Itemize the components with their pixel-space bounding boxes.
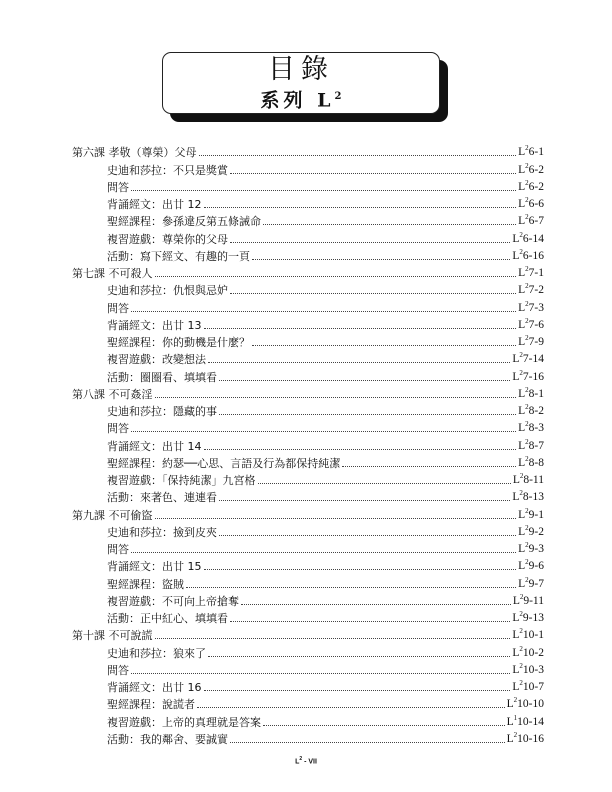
toc-page-number: 9-2 xyxy=(528,525,544,538)
toc-page-ref xyxy=(518,211,544,228)
toc-entry-label: 聖經課程：參孫違反第五條誡命 xyxy=(107,215,261,229)
toc-entry-label: 史迪和莎拉：仇恨與忌妒 xyxy=(107,284,228,298)
toc-page-ref xyxy=(518,539,544,556)
toc-entry-label: 聖經課程：你的動機是什麼？ xyxy=(107,336,250,349)
toc-page-superscript: 2 xyxy=(525,144,529,153)
toc-dot-leader xyxy=(131,673,510,674)
toc-dot-leader xyxy=(204,207,517,208)
toc-subentry xyxy=(72,591,544,608)
toc-page-superscript: 2 xyxy=(525,506,529,515)
toc-dot-leader xyxy=(131,431,516,432)
toc-page-superscript: 2 xyxy=(525,265,529,274)
toc-dot-leader xyxy=(208,362,510,363)
toc-entry-label: 聖經課程：盜賊 xyxy=(107,577,184,591)
toc-page-number: 7-3 xyxy=(528,301,544,314)
page-footer xyxy=(0,756,612,765)
toc-page-ref xyxy=(518,574,544,591)
toc-page-prefix: L xyxy=(512,663,520,676)
toc-page-superscript: 2 xyxy=(525,541,529,550)
toc-entry-label: 複習遊戲：尊榮你的父母 xyxy=(107,232,228,246)
toc-dot-leader xyxy=(155,518,517,519)
toc-page-ref xyxy=(507,694,544,711)
toc-dot-leader xyxy=(186,587,516,588)
toc-page-ref xyxy=(512,625,544,642)
toc-dot-leader xyxy=(204,328,517,329)
toc-page-prefix: L xyxy=(518,267,526,279)
toc-page-prefix: L xyxy=(518,525,526,538)
toc-page-superscript: 2 xyxy=(519,627,523,636)
toc-page-prefix: L xyxy=(518,301,526,314)
toc-subentry xyxy=(72,435,544,452)
toc-subentry xyxy=(72,642,544,659)
toc-subentry xyxy=(72,487,544,504)
toc-page-prefix: L xyxy=(506,715,514,728)
series-label: 系列 L xyxy=(260,89,335,112)
toc-entry-label: 問答 xyxy=(107,422,129,436)
toc-subentry xyxy=(72,228,544,245)
toc-subentry xyxy=(72,349,544,366)
toc-page-prefix: L xyxy=(518,439,526,452)
toc-entry-label: 背誦經文：出廿 16 xyxy=(107,681,202,694)
toc-page-number: 7-16 xyxy=(522,370,544,383)
toc-page-number: 6-6 xyxy=(528,198,544,210)
toc-subentry xyxy=(72,297,544,314)
toc-page-ref xyxy=(512,677,544,694)
toc-page-ref xyxy=(512,608,544,625)
toc-page-ref xyxy=(518,298,544,315)
toc-page-prefix: L xyxy=(518,543,526,555)
toc-dot-leader xyxy=(219,414,516,415)
toc-subentry xyxy=(72,573,544,590)
toc-page-prefix: L xyxy=(518,405,526,417)
toc-entry-label: 活動：正中紅心、填填看 xyxy=(107,612,228,625)
table-of-contents xyxy=(72,142,544,746)
toc-dot-leader xyxy=(263,725,505,726)
toc-page-superscript: 2 xyxy=(525,437,529,446)
toc-entry-label: 活動：我的鄰舍、要誠實 xyxy=(107,732,228,746)
toc-entry-label: 史迪和莎拉：撿到皮夾 xyxy=(107,525,217,539)
toc-subentry xyxy=(72,711,544,728)
toc-page-number: 6-7 xyxy=(528,215,544,228)
toc-dot-leader xyxy=(131,311,516,312)
footer-superscript: 2 xyxy=(299,756,303,762)
toc-entry-label: 聖經課程：約瑟──心思、言語及行為都保持純潔 xyxy=(107,456,341,470)
toc-dot-leader xyxy=(230,621,510,622)
toc-entry-label: 活動：寫下經文、有趣的一頁 xyxy=(107,249,250,263)
toc-subentry xyxy=(72,660,544,677)
toc-entry-label: 第九課 不可偷盜 xyxy=(72,508,153,522)
toc-page-number: 9-7 xyxy=(528,577,544,590)
toc-page-superscript: 1 xyxy=(513,713,518,722)
toc-lesson-entry xyxy=(72,263,544,280)
toc-subentry xyxy=(72,246,544,263)
toc-page-prefix: L xyxy=(518,198,526,210)
toc-page-superscript: 2 xyxy=(519,368,523,377)
toc-page-number: 9-6 xyxy=(528,560,544,573)
toc-entry-label: 複習遊戲：「保持純潔」九宮格 xyxy=(107,474,256,487)
toc-subentry xyxy=(72,401,544,418)
toc-subentry xyxy=(72,470,544,487)
toc-page-superscript: 2 xyxy=(525,316,529,325)
toc-page-ref xyxy=(518,556,544,573)
toc-page-prefix: L xyxy=(512,612,520,624)
toc-page-superscript: 2 xyxy=(525,403,529,412)
toc-page-superscript: 2 xyxy=(525,196,529,205)
series-superscript: 2 xyxy=(334,91,342,102)
toc-dot-leader xyxy=(263,224,516,225)
toc-dot-leader xyxy=(155,276,517,277)
toc-page-number: 7-9 xyxy=(528,336,544,348)
toc-page-prefix: L xyxy=(518,560,526,573)
toc-page-superscript: 2 xyxy=(519,230,523,239)
toc-page-ref xyxy=(518,177,544,194)
toc-subentry xyxy=(72,315,544,332)
toc-page-number: 10-2 xyxy=(522,646,544,659)
toc-entry-label: 背誦經文：出廿 15 xyxy=(107,560,202,574)
toc-page-number: 10-1 xyxy=(522,629,544,642)
toc-page-superscript: 2 xyxy=(525,454,529,463)
toc-dot-leader xyxy=(204,690,511,691)
toc-page-ref xyxy=(518,453,544,470)
toc-page-superscript: 2 xyxy=(519,489,523,498)
toc-page-ref xyxy=(518,160,544,177)
toc-subentry xyxy=(72,453,544,470)
toc-dot-leader xyxy=(230,293,516,294)
toc-page-ref xyxy=(518,194,544,211)
toc-page-prefix: L xyxy=(518,456,526,469)
toc-page-superscript: 2 xyxy=(519,247,523,256)
footer-page-number: - VII xyxy=(302,758,317,766)
toc-lesson-entry xyxy=(72,142,544,159)
title-panel xyxy=(162,52,450,124)
toc-page-superscript: 2 xyxy=(513,730,518,739)
toc-dot-leader xyxy=(131,190,516,191)
toc-dot-leader xyxy=(252,345,516,346)
toc-subentry xyxy=(72,211,544,228)
toc-page-prefix: L xyxy=(512,629,520,642)
toc-page-number: 7-1 xyxy=(528,267,544,279)
toc-page-ref xyxy=(518,384,544,401)
toc-page-prefix: L xyxy=(506,732,514,745)
toc-page-superscript: 2 xyxy=(525,282,529,291)
toc-dot-leader xyxy=(155,397,517,398)
toc-page-prefix: L xyxy=(512,232,520,245)
toc-entry-label: 第七課 不可殺人 xyxy=(72,267,153,280)
toc-subentry xyxy=(72,677,544,694)
toc-subentry xyxy=(72,556,544,573)
toc-page-ref xyxy=(518,263,544,280)
toc-dot-leader xyxy=(258,483,511,484)
toc-page-superscript: 2 xyxy=(519,592,524,601)
toc-page-number: 10-14 xyxy=(517,715,544,728)
toc-page-ref xyxy=(518,332,544,349)
toc-page-number: 10-7 xyxy=(522,681,544,693)
toc-page-prefix: L xyxy=(518,508,526,521)
toc-page-number: 8-7 xyxy=(528,439,544,452)
toc-page-ref xyxy=(513,591,544,608)
toc-page-prefix: L xyxy=(512,681,520,693)
toc-entry-label: 複習遊戲：改變想法 xyxy=(107,353,206,367)
toc-dot-leader xyxy=(342,466,516,467)
toc-lesson-entry xyxy=(72,384,544,401)
toc-dot-leader xyxy=(230,742,505,743)
toc-entry-label: 史迪和莎拉：狼來了 xyxy=(107,646,206,660)
toc-subentry xyxy=(72,418,544,435)
toc-page-prefix: L xyxy=(512,353,520,366)
toc-page-ref xyxy=(512,367,544,384)
toc-page-number: 8-8 xyxy=(528,456,544,469)
toc-page-prefix: L xyxy=(518,336,526,348)
toc-page-number: 7-6 xyxy=(528,318,544,331)
toc-entry-label: 史迪和莎拉：不只是獎賞 xyxy=(107,163,228,177)
toc-entry-label: 第六課 孝敬（尊榮）父母 xyxy=(72,146,197,160)
toc-page-superscript: 2 xyxy=(519,610,523,619)
toc-page-prefix: L xyxy=(506,698,514,711)
toc-subentry xyxy=(72,280,544,297)
toc-subentry xyxy=(72,366,544,383)
toc-entry-label: 史迪和莎拉：隱藏的事 xyxy=(107,405,217,418)
toc-page-ref xyxy=(512,349,544,366)
toc-dot-leader xyxy=(199,155,517,156)
toc-page-prefix: L xyxy=(512,646,520,659)
toc-page-superscript: 2 xyxy=(525,420,529,429)
toc-dot-leader xyxy=(131,552,516,553)
toc-page-ref xyxy=(518,401,544,418)
toc-dot-leader xyxy=(219,500,510,501)
toc-page-superscript: 2 xyxy=(525,575,529,584)
toc-page-prefix: L xyxy=(518,146,526,159)
toc-page-superscript: 2 xyxy=(525,334,529,343)
toc-page-number: 8-13 xyxy=(522,491,544,504)
toc-page-number: 6-14 xyxy=(522,232,544,245)
toc-entry-label: 聖經課程：說謊者 xyxy=(107,698,195,712)
toc-dot-leader xyxy=(204,569,517,570)
toc-page-ref xyxy=(518,436,544,453)
footer-prefix: L xyxy=(295,758,300,766)
toc-entry-label: 問答 xyxy=(107,663,129,677)
toc-page-number: 10-10 xyxy=(517,698,544,711)
toc-dot-leader xyxy=(208,656,510,657)
toc-subentry xyxy=(72,729,544,746)
toc-page-number: 10-16 xyxy=(517,732,544,745)
toc-page-ref xyxy=(518,505,544,522)
toc-page-number: 9-13 xyxy=(522,612,544,624)
toc-dot-leader xyxy=(241,604,511,605)
toc-page-number: 9-3 xyxy=(528,543,544,555)
toc-page-number: 9-1 xyxy=(528,508,544,521)
toc-entry-label: 活動：圈圈看、填填看 xyxy=(107,370,217,384)
toc-page-ref xyxy=(507,729,544,746)
toc-page-superscript: 2 xyxy=(525,213,529,222)
toc-page-superscript: 2 xyxy=(519,472,524,481)
toc-page-prefix: L xyxy=(512,249,520,262)
toc-entry-label: 背誦經文：出廿 12 xyxy=(107,198,202,211)
toc-subentry xyxy=(72,332,544,349)
toc-page-number: 8-11 xyxy=(523,474,544,486)
toc-page-number: 9-11 xyxy=(523,594,544,607)
toc-subentry xyxy=(72,539,544,556)
toc-page-ref xyxy=(518,280,544,297)
toc-page-ref xyxy=(512,660,544,677)
toc-page-prefix: L xyxy=(512,491,520,504)
toc-page-number: 8-2 xyxy=(528,405,544,417)
toc-dot-leader xyxy=(204,449,517,450)
toc-page-number: 8-3 xyxy=(528,422,544,435)
toc-page-superscript: 2 xyxy=(525,178,529,187)
toc-subentry xyxy=(72,177,544,194)
toc-entry-label: 複習遊戲：不可向上帝搶奪 xyxy=(107,594,239,608)
toc-page-ref xyxy=(518,418,544,435)
toc-page-ref xyxy=(512,643,544,660)
toc-lesson-entry xyxy=(72,504,544,521)
toc-page-number: 6-2 xyxy=(528,163,544,176)
toc-page-prefix: L xyxy=(518,387,526,400)
toc-page-ref xyxy=(518,142,544,159)
toc-entry-label: 活動：來著色、連連看 xyxy=(107,491,217,505)
toc-page-ref xyxy=(512,229,544,246)
toc-page-superscript: 2 xyxy=(525,385,529,394)
toc-dot-leader xyxy=(230,173,516,174)
toc-page-prefix: L xyxy=(518,577,526,590)
toc-page-ref xyxy=(518,315,544,332)
toc-page-ref xyxy=(512,487,544,504)
toc-dot-leader xyxy=(219,535,516,536)
toc-subentry xyxy=(72,608,544,625)
toc-page-number: 7-2 xyxy=(528,284,544,297)
toc-dot-leader xyxy=(197,707,505,708)
toc-page-prefix: L xyxy=(512,370,520,383)
toc-dot-leader xyxy=(230,242,510,243)
toc-entry-label: 問答 xyxy=(107,301,129,315)
toc-page-prefix: L xyxy=(518,163,526,176)
toc-page-number: 8-1 xyxy=(528,387,544,400)
toc-page-prefix: L xyxy=(518,180,526,193)
toc-page-superscript: 2 xyxy=(513,696,518,705)
toc-entry-label: 複習遊戲：上帝的真理就是答案 xyxy=(107,715,261,729)
toc-page-ref xyxy=(507,712,544,729)
toc-entry-label: 背誦經文：出廿 14 xyxy=(107,439,202,453)
toc-entry-label: 問答 xyxy=(107,180,129,194)
title-box xyxy=(162,52,440,114)
toc-page-superscript: 2 xyxy=(525,523,529,532)
toc-entry-label: 第十課 不可說謊 xyxy=(72,629,153,643)
toc-entry-label: 第八課 不可姦淫 xyxy=(72,387,153,401)
toc-page-number: 6-2 xyxy=(528,180,544,193)
toc-page-superscript: 2 xyxy=(525,558,529,567)
toc-page-number: 6-16 xyxy=(522,249,544,262)
toc-page-superscript: 2 xyxy=(525,299,529,308)
toc-page-superscript: 2 xyxy=(519,661,523,670)
toc-page-prefix: L xyxy=(518,318,526,331)
toc-page-prefix: L xyxy=(518,422,526,435)
toc-entry-label: 問答 xyxy=(107,543,129,556)
page-title: 目錄 xyxy=(268,54,334,85)
toc-dot-leader xyxy=(155,638,511,639)
toc-entry-label: 背誦經文：出廿 13 xyxy=(107,318,202,332)
toc-page-prefix: L xyxy=(518,215,526,228)
toc-page-superscript: 2 xyxy=(519,644,523,653)
toc-page-prefix: L xyxy=(512,594,520,607)
toc-subentry xyxy=(72,194,544,211)
toc-page-ref xyxy=(512,246,544,263)
toc-page-number: 10-3 xyxy=(522,663,544,676)
toc-subentry xyxy=(72,522,544,539)
toc-page-prefix: L xyxy=(512,474,520,486)
toc-page-number: 6-1 xyxy=(528,146,544,159)
toc-page-ref xyxy=(518,522,544,539)
toc-page-superscript: 2 xyxy=(519,351,523,360)
toc-subentry xyxy=(72,159,544,176)
toc-page-number: 7-14 xyxy=(522,353,544,366)
series-subtitle xyxy=(163,85,439,112)
toc-page-superscript: 2 xyxy=(525,161,529,170)
toc-page-prefix: L xyxy=(518,284,526,297)
toc-lesson-entry xyxy=(72,625,544,642)
toc-dot-leader xyxy=(252,259,510,260)
toc-page-superscript: 2 xyxy=(519,679,523,688)
toc-page-ref xyxy=(513,470,544,487)
toc-dot-leader xyxy=(219,380,510,381)
toc-subentry xyxy=(72,694,544,711)
